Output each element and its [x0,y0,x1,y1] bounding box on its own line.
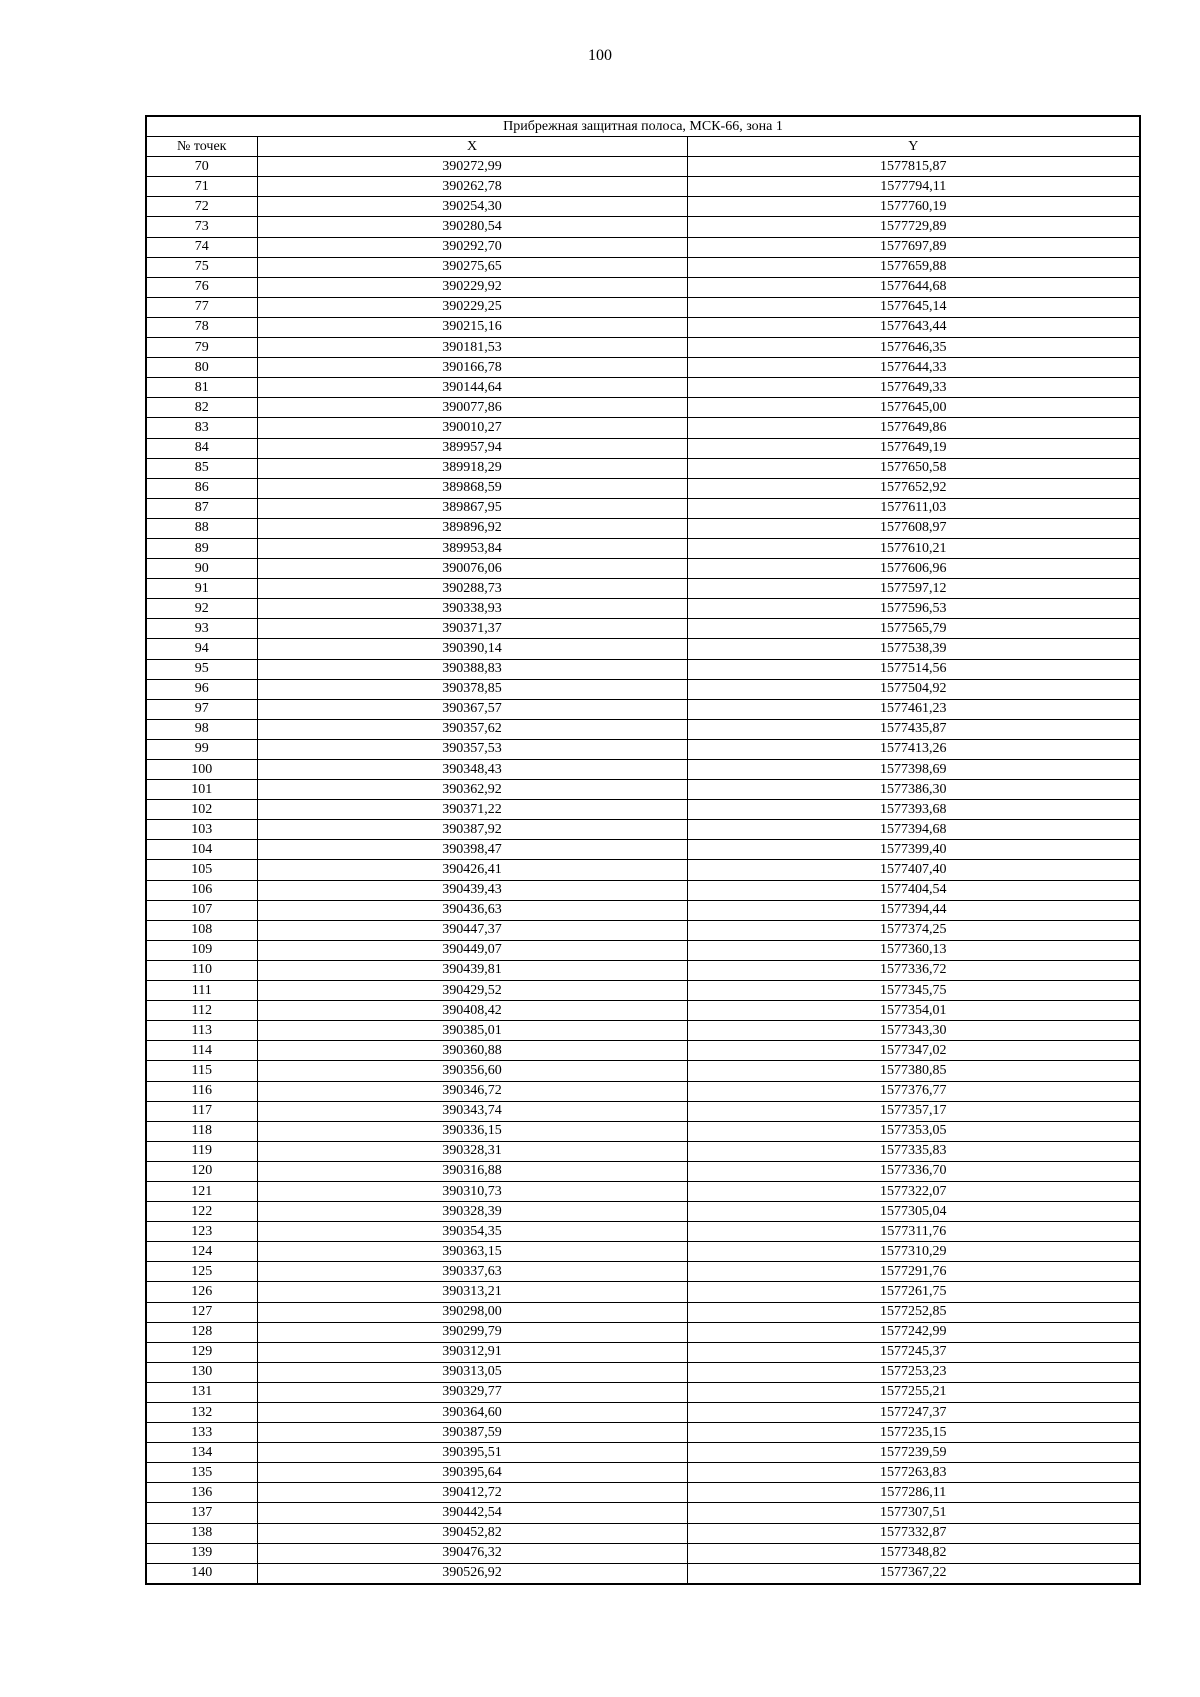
table-row [146,820,1140,840]
header-y: Y [687,137,1140,157]
table-row [146,338,1140,358]
table-row [146,1322,1140,1342]
table-row [146,619,1140,639]
point-number-cell: 93 [146,619,257,639]
y-cell: 1577608,97 [687,518,1140,538]
point-number-cell: 74 [146,237,257,257]
point-number-cell: 130 [146,1362,257,1382]
point-number-cell: 88 [146,518,257,538]
x-cell: 390408,42 [257,1001,687,1021]
point-number-cell: 116 [146,1081,257,1101]
y-cell: 1577348,82 [687,1543,1140,1563]
x-cell: 390275,65 [257,257,687,277]
y-cell: 1577322,07 [687,1181,1140,1201]
x-cell: 390387,59 [257,1423,687,1443]
x-cell: 390476,32 [257,1543,687,1563]
point-number-cell: 81 [146,378,257,398]
table-row [146,1141,1140,1161]
point-number-cell: 123 [146,1222,257,1242]
x-cell: 390442,54 [257,1503,687,1523]
x-cell: 390144,64 [257,378,687,398]
point-number-cell: 114 [146,1041,257,1061]
y-cell: 1577235,15 [687,1423,1140,1443]
x-cell: 390395,51 [257,1443,687,1463]
y-cell: 1577404,54 [687,880,1140,900]
table-row [146,257,1140,277]
table-row [146,920,1140,940]
table-row [146,1443,1140,1463]
x-cell: 390299,79 [257,1322,687,1342]
x-cell: 390367,57 [257,699,687,719]
x-cell: 390360,88 [257,1041,687,1061]
table-title-row [146,116,1140,137]
table-row [146,599,1140,619]
x-cell: 390338,93 [257,599,687,619]
table-row [146,659,1140,679]
point-number-cell: 140 [146,1563,257,1584]
x-cell: 390364,60 [257,1403,687,1423]
point-number-cell: 134 [146,1443,257,1463]
table-row [146,1463,1140,1483]
y-cell: 1577353,05 [687,1121,1140,1141]
table-row [146,1523,1140,1543]
point-number-cell: 137 [146,1503,257,1523]
y-cell: 1577794,11 [687,177,1140,197]
table-row [146,358,1140,378]
x-cell: 390398,47 [257,840,687,860]
point-number-cell: 133 [146,1423,257,1443]
point-number-cell: 121 [146,1181,257,1201]
x-cell: 390388,83 [257,659,687,679]
point-number-cell: 138 [146,1523,257,1543]
point-number-cell: 70 [146,157,257,177]
y-cell: 1577597,12 [687,579,1140,599]
y-cell: 1577239,59 [687,1443,1140,1463]
x-cell: 390362,92 [257,780,687,800]
y-cell: 1577645,14 [687,297,1140,317]
point-number-cell: 83 [146,418,257,438]
y-cell: 1577565,79 [687,619,1140,639]
x-cell: 390010,27 [257,418,687,438]
x-cell: 389867,95 [257,498,687,518]
table-row [146,1061,1140,1081]
x-cell: 390077,86 [257,398,687,418]
x-cell: 389918,29 [257,458,687,478]
table-row [146,1382,1140,1402]
x-cell: 390337,63 [257,1262,687,1282]
x-cell: 390449,07 [257,940,687,960]
point-number-cell: 122 [146,1202,257,1222]
y-cell: 1577310,29 [687,1242,1140,1262]
y-cell: 1577347,02 [687,1041,1140,1061]
table-header-row [146,137,1140,157]
table-row [146,1362,1140,1382]
point-number-cell: 94 [146,639,257,659]
y-cell: 1577335,83 [687,1141,1140,1161]
table-row [146,498,1140,518]
y-cell: 1577649,33 [687,378,1140,398]
point-number-cell: 110 [146,960,257,980]
point-number-cell: 99 [146,739,257,759]
x-cell: 390357,62 [257,719,687,739]
x-cell: 390292,70 [257,237,687,257]
table-row [146,1563,1140,1584]
point-number-cell: 98 [146,719,257,739]
y-cell: 1577354,01 [687,1001,1140,1021]
table-row [146,378,1140,398]
point-number-cell: 71 [146,177,257,197]
y-cell: 1577643,44 [687,317,1140,337]
x-cell: 390429,52 [257,981,687,1001]
table-row [146,1202,1140,1222]
y-cell: 1577255,21 [687,1382,1140,1402]
x-cell: 390343,74 [257,1101,687,1121]
x-cell: 390215,16 [257,317,687,337]
table-row [146,860,1140,880]
table-row [146,478,1140,498]
y-cell: 1577650,58 [687,458,1140,478]
x-cell: 390310,73 [257,1181,687,1201]
point-number-cell: 100 [146,760,257,780]
table-row [146,1181,1140,1201]
table-row [146,217,1140,237]
y-cell: 1577394,68 [687,820,1140,840]
x-cell: 390229,92 [257,277,687,297]
point-number-cell: 96 [146,679,257,699]
table-row [146,237,1140,257]
table-row [146,297,1140,317]
table-row [146,1503,1140,1523]
x-cell: 390328,31 [257,1141,687,1161]
point-number-cell: 104 [146,840,257,860]
y-cell: 1577247,37 [687,1403,1140,1423]
y-cell: 1577538,39 [687,639,1140,659]
y-cell: 1577760,19 [687,197,1140,217]
point-number-cell: 108 [146,920,257,940]
y-cell: 1577345,75 [687,981,1140,1001]
x-cell: 389896,92 [257,518,687,538]
table-row [146,559,1140,579]
y-cell: 1577610,21 [687,538,1140,558]
y-cell: 1577815,87 [687,157,1140,177]
point-number-cell: 82 [146,398,257,418]
point-number-cell: 136 [146,1483,257,1503]
x-cell: 390076,06 [257,559,687,579]
point-number-cell: 77 [146,297,257,317]
point-number-cell: 86 [146,478,257,498]
point-number-cell: 80 [146,358,257,378]
table-row [146,1121,1140,1141]
x-cell: 390378,85 [257,679,687,699]
y-cell: 1577261,75 [687,1282,1140,1302]
table-row [146,639,1140,659]
point-number-cell: 101 [146,780,257,800]
point-number-cell: 120 [146,1161,257,1181]
point-number-cell: 135 [146,1463,257,1483]
point-number-cell: 78 [146,317,257,337]
table-body [146,157,1140,1584]
x-cell: 390272,99 [257,157,687,177]
y-cell: 1577336,70 [687,1161,1140,1181]
table-row [146,679,1140,699]
y-cell: 1577367,22 [687,1563,1140,1584]
table-row [146,1342,1140,1362]
table-row [146,1483,1140,1503]
x-cell: 390439,81 [257,960,687,980]
x-cell: 390395,64 [257,1463,687,1483]
y-cell: 1577343,30 [687,1021,1140,1041]
x-cell: 390328,39 [257,1202,687,1222]
table-row [146,177,1140,197]
table-row [146,960,1140,980]
y-cell: 1577652,92 [687,478,1140,498]
point-number-cell: 124 [146,1242,257,1262]
y-cell: 1577504,92 [687,679,1140,699]
x-cell: 390254,30 [257,197,687,217]
table-row [146,1282,1140,1302]
y-cell: 1577461,23 [687,699,1140,719]
x-cell: 390439,43 [257,880,687,900]
header-x: X [257,137,687,157]
x-cell: 390316,88 [257,1161,687,1181]
point-number-cell: 72 [146,197,257,217]
y-cell: 1577376,77 [687,1081,1140,1101]
point-number-cell: 115 [146,1061,257,1081]
point-number-cell: 85 [146,458,257,478]
y-cell: 1577332,87 [687,1523,1140,1543]
point-number-cell: 139 [146,1543,257,1563]
y-cell: 1577305,04 [687,1202,1140,1222]
point-number-cell: 107 [146,900,257,920]
point-number-cell: 105 [146,860,257,880]
x-cell: 390348,43 [257,760,687,780]
point-number-cell: 111 [146,981,257,1001]
table-row [146,1081,1140,1101]
table-row [146,1222,1140,1242]
point-number-cell: 90 [146,559,257,579]
x-cell: 390387,92 [257,820,687,840]
point-number-cell: 119 [146,1141,257,1161]
y-cell: 1577413,26 [687,739,1140,759]
point-number-cell: 129 [146,1342,257,1362]
table-row [146,1403,1140,1423]
table-row [146,739,1140,759]
x-cell: 389953,84 [257,538,687,558]
x-cell: 390356,60 [257,1061,687,1081]
table-row [146,538,1140,558]
table-row [146,1423,1140,1443]
x-cell: 390412,72 [257,1483,687,1503]
y-cell: 1577336,72 [687,960,1140,980]
y-cell: 1577435,87 [687,719,1140,739]
x-cell: 390288,73 [257,579,687,599]
x-cell: 390166,78 [257,358,687,378]
table-row [146,398,1140,418]
y-cell: 1577514,56 [687,659,1140,679]
x-cell: 390229,25 [257,297,687,317]
x-cell: 390280,54 [257,217,687,237]
table-row [146,579,1140,599]
x-cell: 390313,05 [257,1362,687,1382]
table-row [146,1101,1140,1121]
point-number-cell: 87 [146,498,257,518]
header-point-number: № точек [146,137,257,157]
y-cell: 1577307,51 [687,1503,1140,1523]
x-cell: 390452,82 [257,1523,687,1543]
y-cell: 1577291,76 [687,1262,1140,1282]
y-cell: 1577393,68 [687,800,1140,820]
y-cell: 1577659,88 [687,257,1140,277]
x-cell: 390181,53 [257,338,687,358]
point-number-cell: 89 [146,538,257,558]
table-row [146,1302,1140,1322]
table-row [146,197,1140,217]
x-cell: 389868,59 [257,478,687,498]
x-cell: 390371,22 [257,800,687,820]
x-cell: 390447,37 [257,920,687,940]
y-cell: 1577398,69 [687,760,1140,780]
table-row [146,1021,1140,1041]
y-cell: 1577357,17 [687,1101,1140,1121]
y-cell: 1577729,89 [687,217,1140,237]
table-row [146,518,1140,538]
x-cell: 390346,72 [257,1081,687,1101]
table-row [146,1041,1140,1061]
y-cell: 1577286,11 [687,1483,1140,1503]
point-number-cell: 102 [146,800,257,820]
y-cell: 1577697,89 [687,237,1140,257]
point-number-cell: 132 [146,1403,257,1423]
x-cell: 390354,35 [257,1222,687,1242]
y-cell: 1577380,85 [687,1061,1140,1081]
table-row [146,157,1140,177]
table-row [146,940,1140,960]
table-row [146,840,1140,860]
point-number-cell: 113 [146,1021,257,1041]
point-number-cell: 73 [146,217,257,237]
table-title: Прибрежная защитная полоса, МСК-66, зона 1 [146,116,1140,137]
table-row [146,981,1140,1001]
y-cell: 1577649,19 [687,438,1140,458]
x-cell: 390298,00 [257,1302,687,1322]
point-number-cell: 79 [146,338,257,358]
point-number-cell: 91 [146,579,257,599]
x-cell: 390390,14 [257,639,687,659]
table-row [146,1161,1140,1181]
table-row [146,760,1140,780]
table-row [146,1001,1140,1021]
y-cell: 1577407,40 [687,860,1140,880]
point-number-cell: 95 [146,659,257,679]
x-cell: 390385,01 [257,1021,687,1041]
point-number-cell: 128 [146,1322,257,1342]
point-number-cell: 125 [146,1262,257,1282]
y-cell: 1577242,99 [687,1322,1140,1342]
coordinates-table [145,115,1141,1585]
y-cell: 1577611,03 [687,498,1140,518]
point-number-cell: 92 [146,599,257,619]
x-cell: 390262,78 [257,177,687,197]
y-cell: 1577263,83 [687,1463,1140,1483]
point-number-cell: 103 [146,820,257,840]
table-row [146,780,1140,800]
point-number-cell: 126 [146,1282,257,1302]
table-row [146,1262,1140,1282]
y-cell: 1577596,53 [687,599,1140,619]
table-row [146,1543,1140,1563]
x-cell: 390436,63 [257,900,687,920]
y-cell: 1577252,85 [687,1302,1140,1322]
table-row [146,880,1140,900]
point-number-cell: 75 [146,257,257,277]
table-row [146,418,1140,438]
point-number-cell: 84 [146,438,257,458]
point-number-cell: 109 [146,940,257,960]
table-row [146,317,1140,337]
table-row [146,699,1140,719]
x-cell: 390329,77 [257,1382,687,1402]
y-cell: 1577606,96 [687,559,1140,579]
x-cell: 390357,53 [257,739,687,759]
table-row [146,438,1140,458]
x-cell: 390336,15 [257,1121,687,1141]
y-cell: 1577245,37 [687,1342,1140,1362]
point-number-cell: 112 [146,1001,257,1021]
table-row [146,719,1140,739]
point-number-cell: 76 [146,277,257,297]
point-number-cell: 117 [146,1101,257,1121]
x-cell: 390313,21 [257,1282,687,1302]
x-cell: 390312,91 [257,1342,687,1362]
table-row [146,800,1140,820]
point-number-cell: 118 [146,1121,257,1141]
y-cell: 1577253,23 [687,1362,1140,1382]
table-row [146,900,1140,920]
y-cell: 1577311,76 [687,1222,1140,1242]
x-cell: 390371,37 [257,619,687,639]
y-cell: 1577644,68 [687,277,1140,297]
page-number: 100 [588,47,612,64]
y-cell: 1577649,86 [687,418,1140,438]
table-row [146,458,1140,478]
point-number-cell: 131 [146,1382,257,1402]
table-row [146,1242,1140,1262]
point-number-cell: 97 [146,699,257,719]
table-row [146,277,1140,297]
y-cell: 1577386,30 [687,780,1140,800]
point-number-cell: 127 [146,1302,257,1322]
x-cell: 390426,41 [257,860,687,880]
point-number-cell: 106 [146,880,257,900]
y-cell: 1577646,35 [687,338,1140,358]
y-cell: 1577645,00 [687,398,1140,418]
y-cell: 1577360,13 [687,940,1140,960]
y-cell: 1577374,25 [687,920,1140,940]
y-cell: 1577399,40 [687,840,1140,860]
x-cell: 390526,92 [257,1563,687,1584]
x-cell: 390363,15 [257,1242,687,1262]
y-cell: 1577394,44 [687,900,1140,920]
x-cell: 389957,94 [257,438,687,458]
y-cell: 1577644,33 [687,358,1140,378]
